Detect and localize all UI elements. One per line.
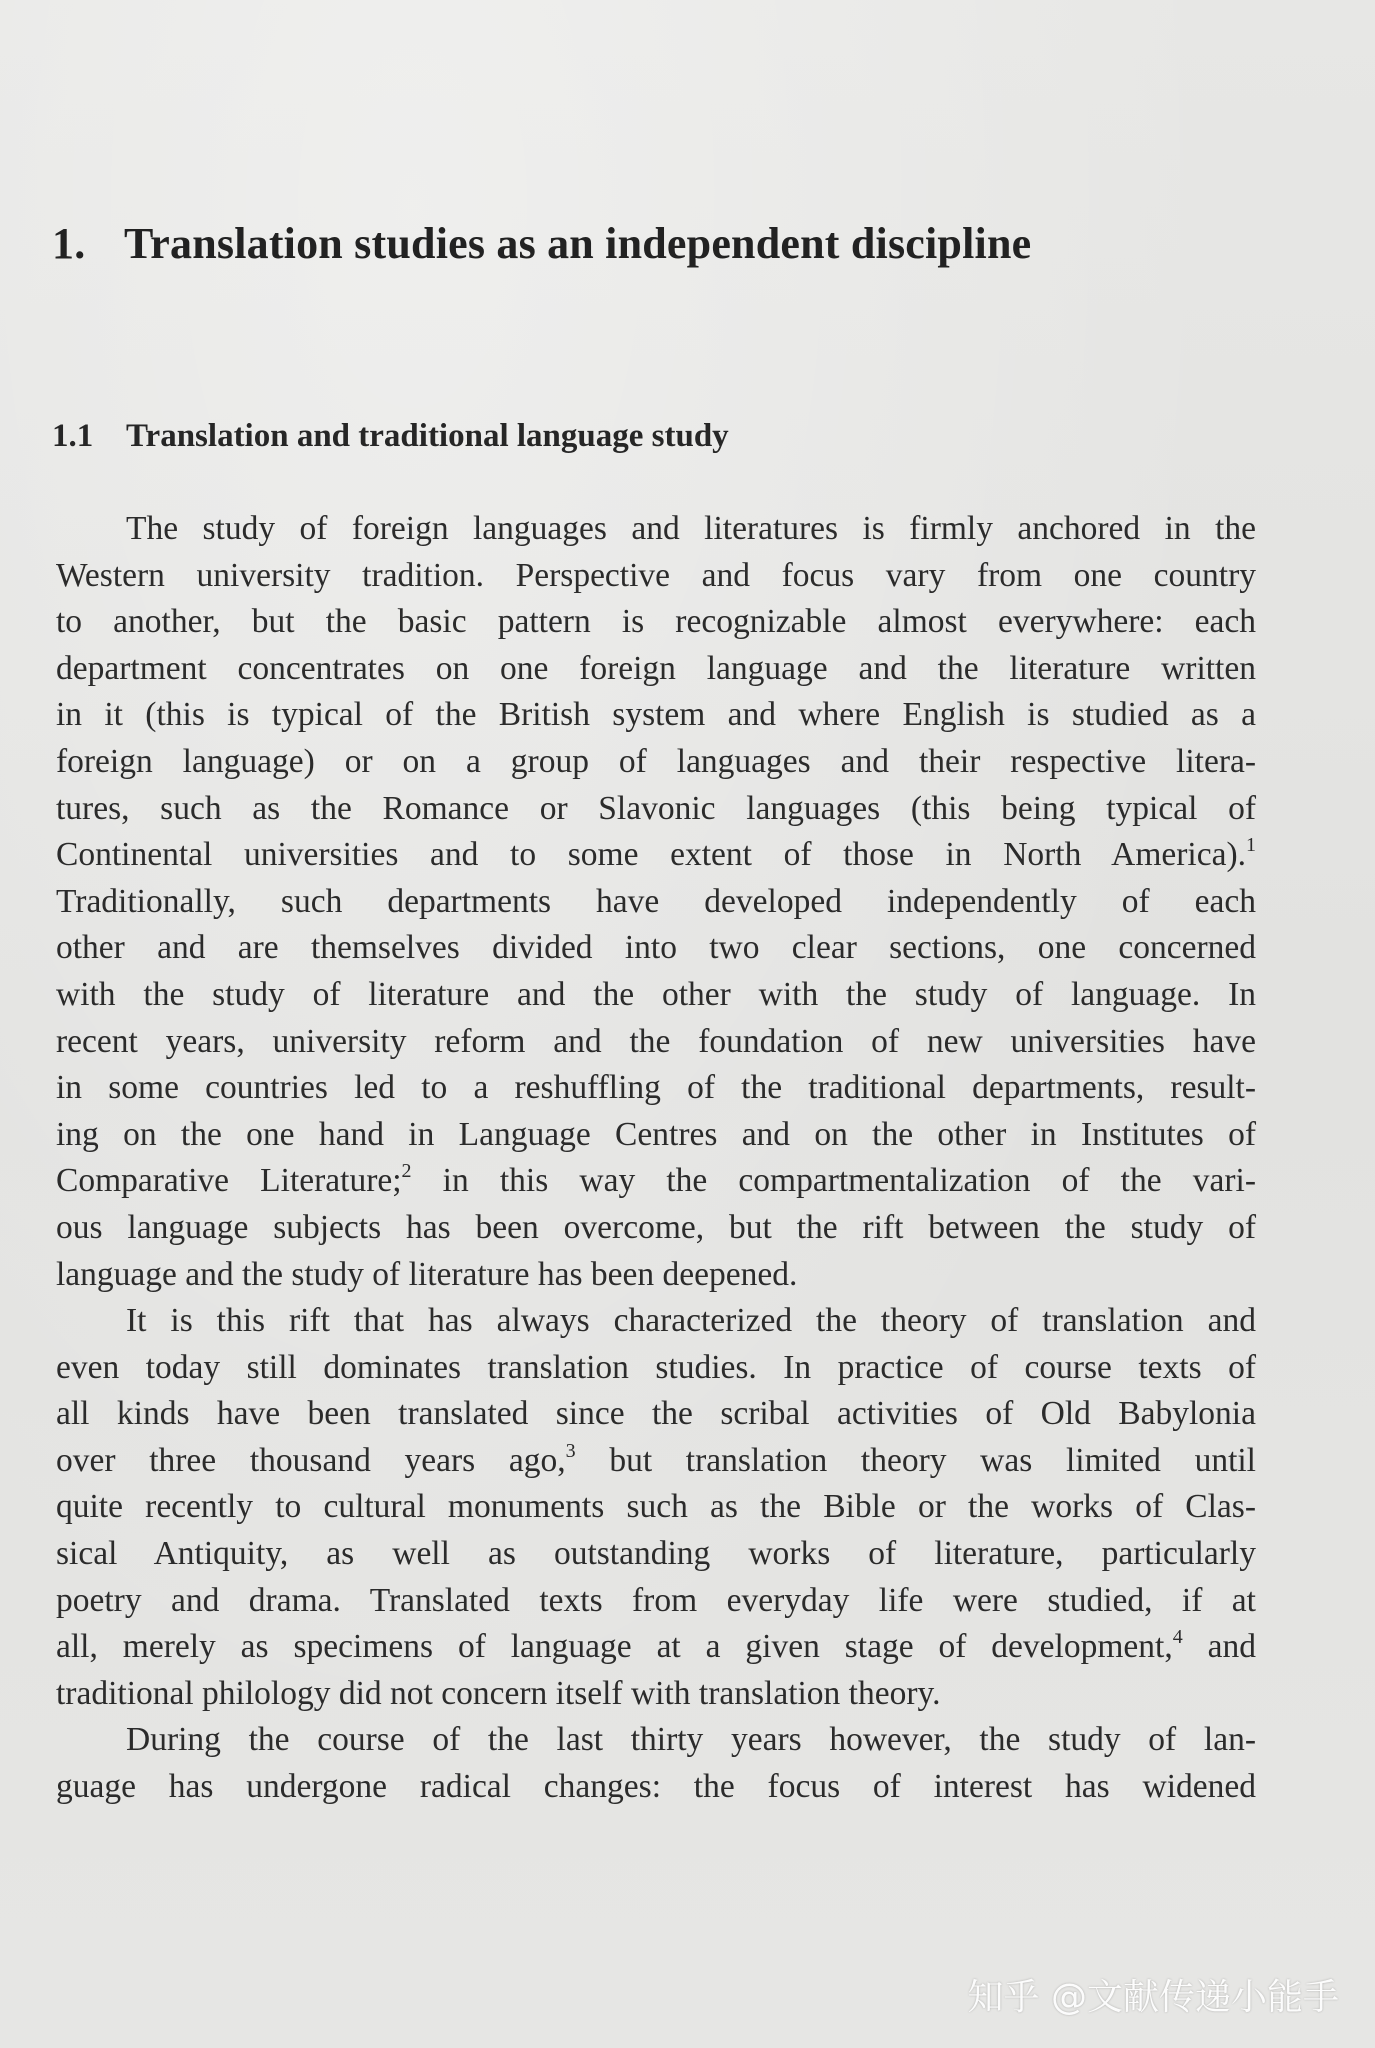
chapter-heading — [52, 218, 1031, 269]
text-line: poetry and drama. Translated texts from everyday life were studied, if at — [56, 1581, 1256, 1619]
text-line: even today still dominates translation studies. In practice of course texts of — [56, 1348, 1256, 1386]
text-line: ing on the one hand in Language Centres and on the other in Institutes of — [56, 1115, 1256, 1153]
text-line: to another, but the basic pattern is recognizable almost everywhere: each — [56, 603, 1256, 641]
text-line — [56, 1158, 1256, 1205]
text-segment: Continental universities and to some extent of those in North America). — [56, 836, 1246, 874]
text-line: language and the study of literature has been deepened. — [56, 1255, 798, 1293]
watermark-text: 知乎 @文献传递小能手 — [967, 1977, 1339, 2018]
text-line — [56, 1438, 1256, 1485]
section-number: 1.1 — [52, 418, 94, 454]
text-line: recent years, university reform and the foundation of new universities have — [56, 1022, 1256, 1060]
text-line: Traditionally, such departments have developed independently of each — [56, 882, 1256, 920]
text-line: foreign language) or on a group of languages and their respective litera- — [56, 742, 1256, 780]
footnote-marker: 4 — [1172, 1626, 1183, 1649]
chapter-title-text: Translation studies as an independent discipline — [124, 219, 1032, 268]
text-segment: and — [1182, 1628, 1256, 1666]
text-line: tures, such as the Romance or Slavonic languages (this being typical of — [56, 789, 1256, 827]
section-title-text: Translation and traditional language study — [126, 418, 729, 454]
text-line: sical Antiquity, as well as outstanding works of literature, particularly — [56, 1535, 1256, 1573]
text-segment: all, merely as specimens of language at a given stage of development, — [56, 1628, 1173, 1666]
text-line: other and are themselves divided into two clear sections, one concerned — [56, 929, 1256, 967]
text-line: department concentrates on one foreign language and the literature written — [56, 649, 1256, 687]
text-line: in some countries led to a reshuffling of the traditional departments, result- — [56, 1069, 1256, 1107]
text-line — [56, 832, 1256, 879]
paragraph-1 — [56, 506, 1256, 1298]
text-line: Western university tradition. Perspective and focus vary from one country — [56, 556, 1256, 594]
text-line: all kinds have been translated since the scribal activities of Old Babylonia — [56, 1395, 1256, 1433]
text-line: in it (this is typical of the British system and where English is studied as a — [56, 696, 1256, 734]
text-segment: but translation theory was limited until — [575, 1441, 1256, 1479]
text-line — [56, 1624, 1256, 1671]
text-segment: in this way the compartmentalization of the vari- — [411, 1162, 1256, 1200]
footnote-marker: 1 — [1246, 834, 1256, 857]
text-line: quite recently to cultural monuments such as the Bible or the works of Clas- — [56, 1488, 1256, 1526]
text-line: It is this rift that has always characterized the theory of translation and — [126, 1302, 1256, 1340]
footnote-marker: 2 — [401, 1160, 412, 1183]
section-heading — [52, 418, 729, 455]
text-line: with the study of literature and the other with the study of language. In — [56, 975, 1256, 1013]
text-line: The study of foreign languages and literatures is firmly anchored in the — [126, 510, 1256, 547]
text-segment: Comparative Literature; — [56, 1162, 402, 1200]
text-line: guage has undergone radical changes: the focus of interest has widened — [56, 1768, 1256, 1806]
paragraph-3 — [56, 1717, 1256, 1810]
text-segment: over three thousand years ago, — [56, 1441, 566, 1479]
text-line: ous language subjects has been overcome, but the rift between the study of — [56, 1208, 1256, 1246]
body-text — [56, 506, 1256, 1811]
text-line: traditional philology did not concern itself with translation theory. — [56, 1674, 941, 1712]
text-line: During the course of the last thirty years however, the study of lan- — [126, 1721, 1256, 1759]
paragraph-2 — [56, 1298, 1256, 1717]
footnote-marker: 3 — [565, 1439, 576, 1462]
chapter-number: 1. — [52, 219, 86, 268]
